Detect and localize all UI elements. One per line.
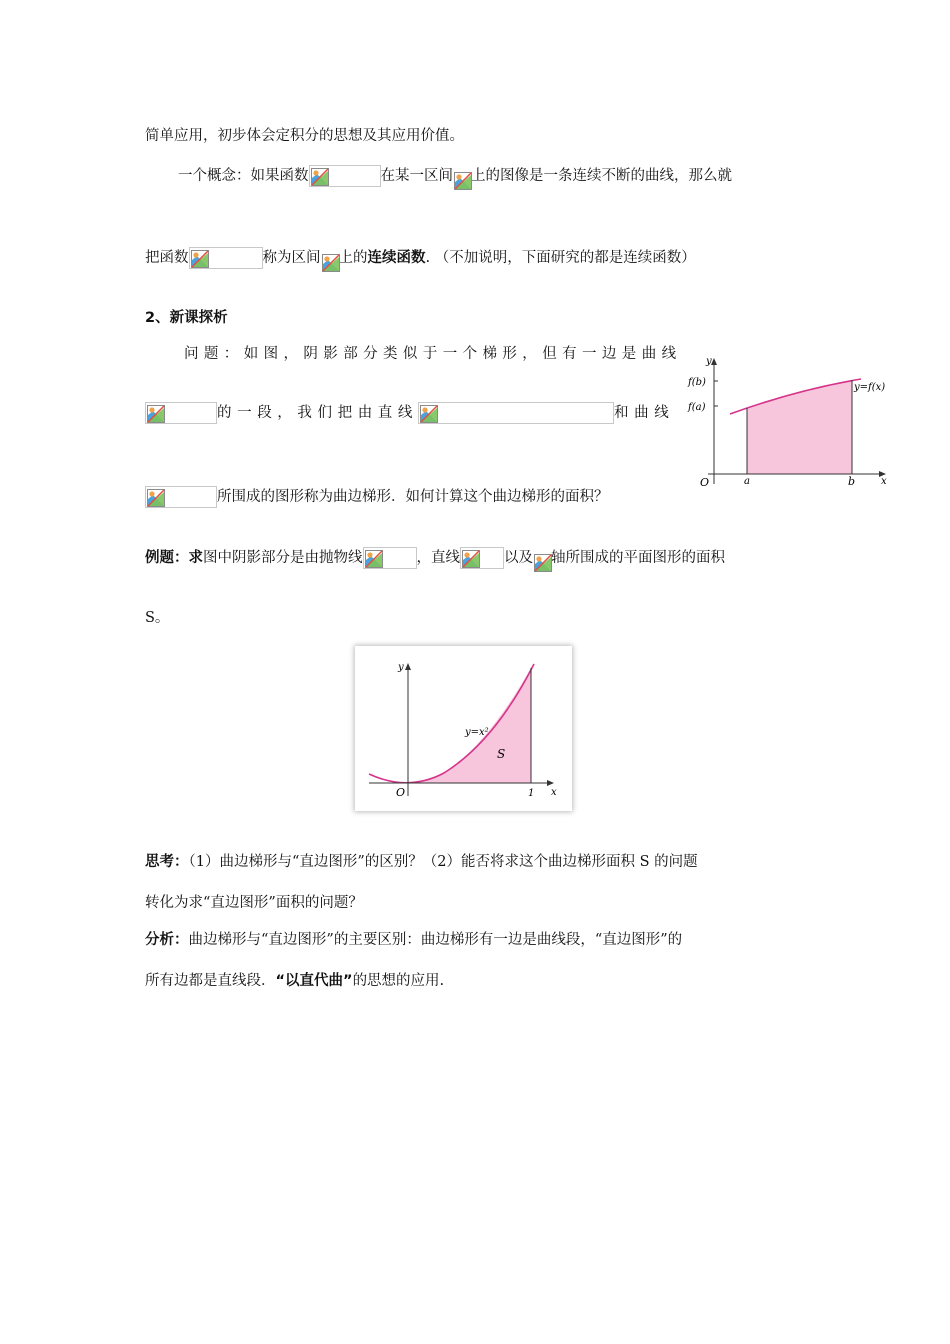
fig1-curve-label: y=f(x)	[854, 382, 886, 393]
formula-image-x	[533, 546, 551, 570]
fig1-a-label: a	[744, 476, 750, 487]
broken-image-icon	[322, 254, 340, 272]
example-text-b: ，直线	[416, 550, 460, 566]
analysis-line	[145, 930, 682, 950]
think-text: （1）曲边梯形与“直边图形”的区别？（2）能否将求这个曲边梯形面积 S 的问题	[188, 854, 698, 870]
continuous-text-c: 上的	[338, 250, 368, 266]
analysis-label: 分析：	[145, 932, 189, 948]
fig2-curve-label: y=x²	[465, 727, 489, 738]
broken-image-icon	[365, 550, 383, 568]
intro-line	[145, 126, 464, 146]
think-line	[145, 852, 698, 872]
fig1-b-label: b	[848, 475, 856, 488]
broken-image-icon	[311, 168, 329, 186]
formula-image-interval2	[321, 246, 339, 270]
problem-line-1	[184, 344, 682, 364]
analysis-text-2a: 所有边都是直线段．	[145, 973, 276, 989]
formula-image-fx	[309, 165, 381, 187]
example-text-a: 图中阴影部分是由抛物线	[203, 550, 363, 566]
formula-image-line-x1	[460, 547, 504, 569]
fig1-y-label: y	[706, 356, 712, 367]
continuous-text-d: . （不加说明，下面研究的都是连续函数）	[425, 250, 696, 266]
concept-text-c: 上的图像是一条连续不断的曲线，那么就	[471, 168, 732, 184]
analysis-text-2b: 的思想的应用.	[352, 973, 445, 989]
formula-image-fx2	[189, 247, 263, 269]
concept-text-a: 一个概念：如果函数	[178, 168, 309, 184]
problem-text-2b: 和曲线	[614, 405, 675, 421]
broken-image-icon	[420, 405, 438, 423]
continuous-line	[145, 246, 696, 270]
broken-image-icon	[454, 172, 472, 190]
y-axis-arrow	[711, 358, 717, 365]
fig2-y-label: y	[398, 662, 404, 673]
shaded-region	[747, 380, 852, 474]
example-verb: 求	[188, 550, 203, 566]
think-line-2	[145, 893, 363, 913]
fig2-one-label: 1	[528, 788, 535, 799]
fig2-area-label: S	[497, 747, 506, 761]
fig1-origin-label: O	[700, 476, 710, 489]
section-heading	[145, 308, 228, 328]
broken-image-icon	[534, 554, 552, 572]
fig1-fb-label: f(b)	[688, 377, 706, 388]
concept-text-b: 在某一区间	[380, 168, 453, 184]
broken-image-icon	[147, 489, 165, 507]
example-text-d: 轴所围成的平面图形的面积	[551, 550, 725, 566]
formula-image-parabola	[363, 547, 417, 569]
example-line	[145, 546, 725, 570]
formula-image-curve2	[145, 486, 217, 508]
example-label: 例题：	[145, 550, 189, 566]
broken-image-icon	[191, 250, 209, 268]
problem-line-2	[145, 402, 674, 424]
problem-text-1: 问题：如图，阴影部分类似于一个梯形，但有一边是曲线	[184, 346, 682, 362]
broken-image-icon	[462, 550, 480, 568]
formula-image-curve	[145, 402, 217, 424]
continuous-term: 连续函数	[367, 250, 426, 266]
formula-image-interval	[453, 164, 471, 188]
analysis-text: 曲边梯形与“直边图形”的主要区别：曲边梯形有一边是曲线段，“直边图形”的	[188, 932, 683, 948]
fig1-fa-label: f(a)	[688, 402, 706, 413]
think-text-2: 转化为求“直边图形”面积的问题？	[145, 895, 363, 911]
fig1-x-label: x	[881, 476, 887, 487]
continuous-text-a: 把函数	[145, 250, 189, 266]
analysis-line-2	[145, 971, 444, 991]
analysis-key-idea: “以直代曲”	[275, 973, 353, 989]
x-axis-arrow	[547, 780, 554, 786]
intro-text: 简单应用，初步体会定积分的思想及其应用价值。	[145, 128, 464, 144]
continuous-text-b: 称为区间	[262, 250, 321, 266]
parabola-figure-frame	[355, 646, 572, 811]
shaded-region-s	[408, 668, 531, 783]
concept-line	[178, 164, 732, 188]
parabola-figure	[355, 646, 572, 811]
think-label: 思考：	[145, 854, 189, 870]
section-title: 2、新课探析	[145, 310, 228, 326]
broken-image-icon	[147, 405, 165, 423]
curved-trapezoid-figure	[686, 352, 896, 492]
formula-image-lines	[418, 402, 614, 424]
example-line-2	[145, 608, 169, 628]
problem-line-3	[145, 486, 609, 508]
example-text-e: S。	[145, 610, 170, 626]
y-axis-arrow	[405, 663, 411, 670]
problem-text-2a: 的一段，我们把由直线	[217, 405, 418, 421]
fig2-origin-label: O	[396, 786, 406, 799]
example-text-c: 以及	[504, 550, 533, 566]
problem-text-3: 所围成的图形称为曲边梯形．如何计算这个曲边梯形的面积？	[217, 489, 609, 505]
fig2-x-label: x	[551, 787, 557, 798]
